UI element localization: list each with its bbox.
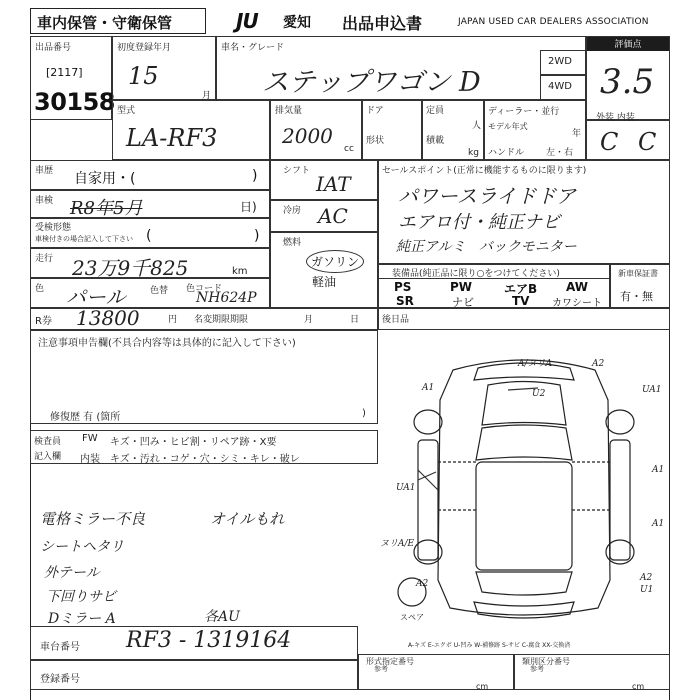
- hood: [482, 382, 566, 426]
- model-label: 型式: [117, 106, 136, 116]
- car-name-value: ステップワゴン D: [262, 67, 481, 98]
- capacity-unit: 人: [472, 121, 482, 131]
- inspector-row2-tag: 内装: [80, 454, 100, 465]
- lot-number: 30158: [34, 88, 115, 116]
- recycle-label: R券: [35, 316, 52, 327]
- selling-points-label: セールスポイント(正常に機能するものに限ります): [382, 166, 587, 176]
- inspection-row: [30, 190, 270, 218]
- recycle-unit: 円: [168, 315, 178, 325]
- mileage-unit: km: [232, 266, 248, 277]
- equip-sr: SR: [396, 294, 414, 308]
- color-code-label: 色コード: [186, 284, 223, 294]
- roof: [476, 462, 572, 570]
- mileage-label: 走行: [35, 254, 54, 264]
- handle-options: 左・右: [546, 148, 574, 158]
- aircon-value: AC: [318, 204, 348, 228]
- storage-label: 車内保管・守衛保管: [30, 8, 206, 34]
- aircon-label: 冷房: [283, 206, 302, 216]
- car-name-label: 車名・グレード: [221, 43, 285, 53]
- warranty-label: 新車保証書: [618, 269, 658, 278]
- inspector-row1-tag: FW: [82, 433, 98, 444]
- inspection-value: R8年5月: [70, 198, 143, 219]
- equip-tv: TV: [512, 294, 530, 308]
- diagram-label-2: A2: [592, 359, 605, 369]
- drive-4wd: 4WD: [548, 81, 572, 92]
- warranty-options: 有・無: [620, 290, 653, 303]
- inspection-close: 日): [240, 200, 257, 214]
- diagram-label-5: UA1: [642, 385, 662, 395]
- association-english: JAPAN USED CAR DEALERS ASSOCIATION: [458, 17, 649, 27]
- model-year-unit: 年: [572, 129, 582, 139]
- expiry-day: 日: [350, 315, 360, 325]
- reception-open: (: [146, 228, 152, 244]
- mileage-value: 23万9千825: [72, 256, 189, 280]
- color-exchange-label: 色替: [150, 286, 169, 296]
- equip-aw: AW: [566, 280, 588, 294]
- note-1: 電格ミラー不良: [40, 510, 146, 528]
- damage-legend: A-キズ E-エクボ U-凹み W-補修跡 S-サビ C-腐食 XX-交換済: [408, 642, 571, 649]
- note-3: シートヘタリ: [40, 539, 124, 555]
- fuel-gasoline: ガソリン: [306, 250, 364, 273]
- windshield: [476, 425, 572, 460]
- car-body-outline: [438, 360, 610, 615]
- history-value: 自家用・(: [74, 171, 136, 187]
- load-label: 積載: [426, 136, 445, 146]
- history-close: ): [252, 168, 258, 184]
- class-label: 類別区分番号: [522, 657, 570, 666]
- score-value: 3.5: [600, 62, 655, 102]
- chassis-value: RF3 - 1319164: [126, 628, 292, 653]
- note-7: 各AU: [204, 609, 240, 625]
- door-label: ドア: [366, 106, 384, 116]
- recycle-value: 13800: [76, 306, 140, 330]
- plate-label: 登録番号: [40, 674, 80, 685]
- association-name: 愛知: [283, 15, 311, 31]
- car-damage-diagram: [378, 330, 670, 640]
- diagram-label-9: ヌリA/E: [380, 539, 415, 549]
- note-4: 外テール: [44, 565, 100, 581]
- class-ref: 参考: [530, 665, 544, 673]
- reception-close: ): [254, 228, 260, 244]
- history-row: [30, 160, 270, 190]
- displacement-unit: cc: [344, 144, 354, 154]
- diagram-label-8: A1: [652, 519, 665, 529]
- damage-mark-a: [418, 470, 438, 490]
- equipment-label: 装備品(純正品に限り○をつけてください): [392, 269, 560, 279]
- selling-point-2: エアロ付・純正ナビ: [398, 212, 560, 233]
- shift-value: IAT: [316, 172, 351, 196]
- note-6: Dミラー A: [48, 611, 116, 627]
- rear-items-label: 後日品: [382, 315, 410, 325]
- inspector-label-2: 記入欄: [34, 452, 62, 462]
- inspection-label: 車検: [35, 196, 54, 206]
- fuel-label: 燃料: [283, 238, 302, 248]
- capacity-label: 定員: [426, 106, 445, 116]
- repair-close: ): [362, 408, 366, 419]
- spare-label: スペア: [400, 613, 424, 622]
- score-label: 評価点: [587, 37, 669, 51]
- displacement-label: 排気量: [275, 106, 303, 116]
- note-5: 下回りサビ: [46, 589, 116, 605]
- inspector-label-1: 検査員: [34, 437, 62, 447]
- equip-airbag: エアB: [504, 282, 538, 296]
- rear-items-cell: [378, 308, 670, 330]
- repair-history: 修復歴 有 (箇所: [50, 412, 121, 423]
- diagram-label-12: U1: [640, 585, 654, 595]
- form-title: 出品申込書: [342, 14, 423, 33]
- model-value: LA-RF3: [126, 124, 218, 152]
- notes-label: 注意事項申告欄(不具合内容等は具体的に記入して下さい): [38, 338, 296, 349]
- color-label: 色: [35, 284, 45, 294]
- lot-bracket: [2117]: [46, 66, 83, 79]
- expiry-label: 名変期限期限: [194, 315, 249, 325]
- diagram-label-3: U2: [532, 389, 546, 399]
- wheel-front-left: [414, 410, 442, 434]
- model-year-label: モデル年式: [488, 122, 528, 131]
- class-cm: cm: [632, 682, 645, 691]
- selling-point-3: 純正アルミ バックモニター: [396, 239, 577, 255]
- ju-logo: JU: [236, 9, 258, 33]
- diagram-label-7: UA1: [396, 483, 416, 493]
- reception-note: 車検付きの場合記入して下さい: [35, 235, 133, 243]
- inspector-row2: キズ・汚れ・コゲ・穴・シミ・キレ・破レ: [110, 454, 300, 465]
- model-spec-label: 形式指定番号: [366, 657, 414, 666]
- note-2: オイルもれ: [210, 510, 285, 528]
- diagram-label-4: A1: [422, 383, 435, 393]
- inspector-row1: キズ・凹み・ヒビ割・リペア跡・X要: [110, 437, 277, 448]
- color-code-value: NH624P: [196, 290, 257, 306]
- displacement-value: 2000: [282, 124, 333, 148]
- door-shape-label: 形状: [366, 136, 385, 146]
- reception-label: 受検形態: [35, 223, 72, 233]
- history-label: 車歴: [35, 166, 54, 176]
- equip-pw: PW: [450, 280, 473, 294]
- diagram-label-11: A2: [640, 573, 653, 583]
- expiry-month: 月: [304, 315, 314, 325]
- dealer-label: ディーラー・並行: [488, 107, 560, 117]
- exterior-grade: C: [600, 128, 619, 156]
- color-value: パール: [66, 285, 126, 309]
- ext-int-cell: [586, 120, 670, 160]
- diagram-label-6: A1: [652, 465, 665, 475]
- shift-label: シフト: [283, 166, 311, 176]
- equip-ps: PS: [394, 280, 412, 294]
- model-spec-ref: 参考: [374, 665, 388, 673]
- lot-label: 出品番号: [35, 43, 72, 53]
- chassis-label: 車台番号: [40, 642, 80, 653]
- registration-label: 初度登録年月: [117, 43, 172, 53]
- fuel-diesel: 軽油: [312, 275, 337, 289]
- handle-label: ハンドル: [488, 148, 525, 158]
- equip-seat: カワシート: [552, 298, 602, 309]
- registration-month-unit: 月: [202, 91, 212, 101]
- wheel-front-right: [606, 410, 634, 434]
- registration-year: 15: [128, 62, 159, 90]
- drive-2wd: 2WD: [548, 56, 572, 67]
- model-spec-cm: cm: [476, 682, 489, 691]
- diagram-label-10: A2: [416, 579, 429, 589]
- rear-glass: [476, 572, 572, 595]
- load-unit: kg: [468, 148, 479, 158]
- interior-grade: C: [638, 128, 657, 156]
- selling-point-1: パワースライドドア: [398, 184, 576, 208]
- diagram-label-1: A/ヌリA: [518, 359, 553, 369]
- ext-int-label: 外装 内装: [596, 113, 635, 123]
- equip-navi: ナビ: [452, 296, 474, 309]
